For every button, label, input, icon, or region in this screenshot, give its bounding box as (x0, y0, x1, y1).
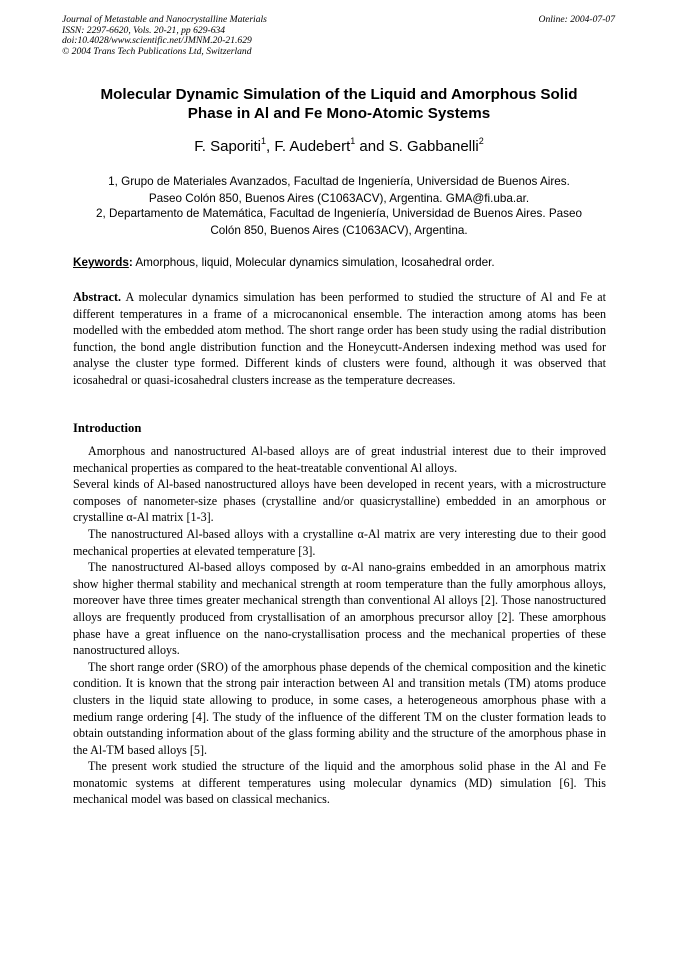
author-audebert: F. Audebert (274, 138, 351, 155)
title-line-1: Molecular Dynamic Simulation of the Liquid and Amorphous Solid (100, 86, 578, 103)
author-gabbanelli-affil: 2 (478, 136, 484, 146)
intro-paragraph-6: The present work studied the structure of the liquid and the amorphous solid phase in the Al and Fe monatomic systems at different temperatures using molecular dynamics (MD) simulation [6]. This mechanical model was based on classical mechanics. (73, 759, 606, 807)
author-gabbanelli: S. Gabbanelli (388, 138, 479, 155)
journal-header (62, 15, 267, 57)
affiliation-1-line-1: 1, Grupo de Materiales Avanzados, Facultad de Ingeniería, Universidad de Buenos Aires. (108, 175, 570, 188)
affiliation-2 (72, 206, 606, 239)
intro-paragraph-4: The nanostructured Al-based alloys composed by α-Al nano-grains embedded in an amorphous matrix show higher thermal stability and mechanical strength at room temperature than the fully amorphous alloys, moreover have three times greater mechanical strength than conventional Al alloys [2]. Those nanostructured alloys are frequently produced from crystallisation of an amorphous precursor alloy [2]. These amorphous phase have a great influence on the nano-crystallisation process and the mechanical properties of these nanostructured alloys. (73, 560, 606, 658)
title-line-2: Phase in Al and Fe Mono-Atomic Systems (187, 105, 491, 122)
affiliation-1 (72, 174, 606, 207)
author-separator: , (266, 138, 275, 155)
author-and: and (355, 138, 389, 155)
abstract-text: A molecular dynamics simulation has been performed to studied the structure of Al and Fe at different temperatures in a frame of a microcanonical ensemble. The interaction among atoms has been modelled with the embedded atom method. The short range order has been study using the radial distribution function, the bond angle distribution function and the Honeycutt-Andersen indexing method was used for analyse the cluster type formed. Different kinds of clusters were found, although it was observed that icosahedral or quasi-icosahedral clusters increase as the temperature decreases. (73, 290, 606, 387)
affiliation-2-line-2: Colón 850, Buenos Aires (C1063ACV), Argentina. (210, 223, 468, 237)
keywords-label: Keywords (73, 256, 129, 269)
intro-paragraph-2: Several kinds of Al-based nanostructured alloys have been developed in recent years, with a microstructure composes of nanometer-size phases (crystalline and/or quasicrystalline) embedded in an amorphous or crystalline α-Al matrix [1-3]. (73, 477, 606, 525)
affiliation-1-line-2: Paseo Colón 850, Buenos Aires (C1063ACV), Argentina. GMA@fi.uba.ar. (148, 191, 530, 205)
paper-title (70, 85, 608, 123)
journal-name: Journal of Metastable and Nanocrystalline Materials (62, 14, 267, 25)
keywords-text: Amorphous, liquid, Molecular dynamics simulation, Icosahedral order. (132, 256, 495, 269)
author-audebert-affil: 1 (350, 136, 356, 146)
intro-paragraph-1: Amorphous and nanostructured Al-based alloys are of great industrial interest due to their improved mechanical properties as compared to the heat-treatable conventional Al alloys. (73, 444, 606, 475)
journal-doi: doi:10.4028/www.scientific.net/JMNM.20-21.629 (62, 35, 252, 46)
author-saporiti-affil: 1 (260, 136, 266, 146)
keywords (73, 255, 613, 271)
introduction-body (73, 443, 606, 808)
author-saporiti: F. Saporiti (194, 138, 261, 155)
online-date: Online: 2004-07-07 (538, 14, 615, 25)
intro-paragraph-3: The nanostructured Al-based alloys with a crystalline α-Al matrix are very interesting due to their good mechanical properties at elevated temperature [3]. (73, 526, 606, 558)
keywords-colon: : (128, 256, 133, 269)
introduction-heading: Introduction (73, 421, 142, 435)
journal-copyright: © 2004 Trans Tech Publications Ltd, Switzerland (62, 45, 252, 57)
intro-paragraph-5: The short range order (SRO) of the amorphous phase depends of the chemical composition and the kinetic condition. It is known that the strong pair interaction between Al and transition metals (TM) atoms produce clusters in the liquid state allowing to produce, in some cases, a heterogeneous amorphous phase with a medium range ordering [4]. The study of the influence of the different TM on the cluster formation leads to obtain outstanding information about of the glass forming ability and the structure of the amorphous phase in the Al-TM based alloys [5]. (73, 659, 606, 757)
abstract (73, 289, 606, 389)
author-list (70, 137, 608, 157)
affiliation-2-line-1: 2, Departamento de Matemática, Facultad de Ingeniería, Universidad de Buenos Aires. Paseo (96, 207, 582, 220)
abstract-label: Abstract. (73, 290, 122, 304)
journal-issn: ISSN: 2297-6620, Vols. 20-21, pp 629-634 (62, 24, 226, 36)
